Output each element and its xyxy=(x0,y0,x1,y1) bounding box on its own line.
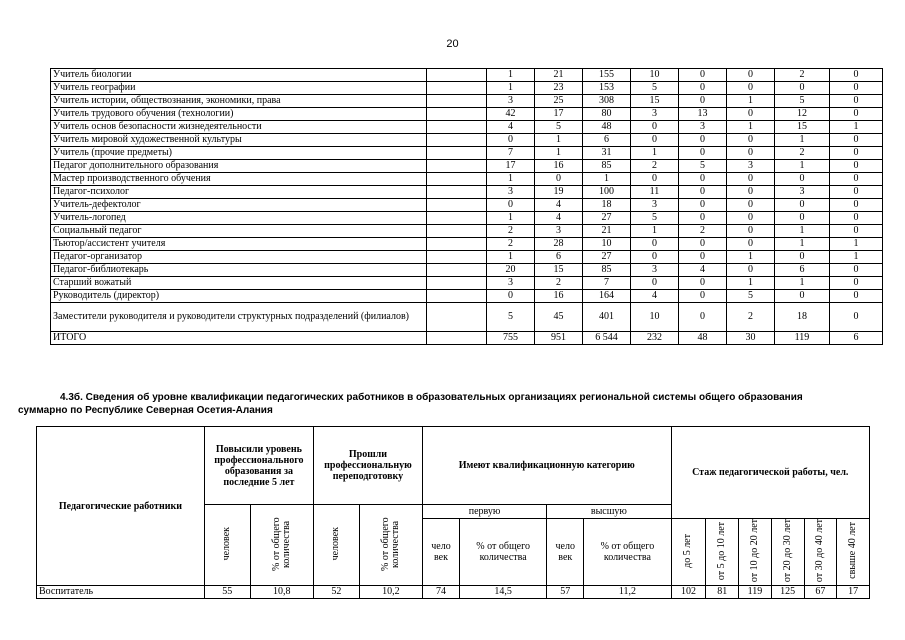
table-cell: 15 xyxy=(535,264,583,277)
table-row xyxy=(51,186,883,199)
table-cell: 16 xyxy=(535,290,583,303)
table-cell: 2 xyxy=(631,160,679,173)
table-cell: 164 xyxy=(583,290,631,303)
header-retrained-pct: % от общего количества xyxy=(359,505,422,586)
table-cell: 57 xyxy=(547,586,584,599)
table-cell: 1 xyxy=(631,147,679,160)
empty-cell xyxy=(427,121,487,134)
table-cell: 0 xyxy=(727,225,775,238)
table-cell: 0 xyxy=(727,173,775,186)
table-cell: 3 xyxy=(775,186,830,199)
table-cell: 3 xyxy=(631,108,679,121)
table-cell: 3 xyxy=(487,277,535,290)
table-cell: 102 xyxy=(671,586,706,599)
header-first-people: чело век xyxy=(422,519,459,586)
table-cell: 21 xyxy=(535,69,583,82)
row-label: Учитель биологии xyxy=(51,69,427,82)
table-cell: 2 xyxy=(487,225,535,238)
table-row xyxy=(51,108,883,121)
table-cell: 0 xyxy=(679,147,727,160)
header-first-pct: % от общего количества xyxy=(460,519,547,586)
table-row xyxy=(51,277,883,290)
table-cell: 0 xyxy=(487,290,535,303)
table-cell: 5 xyxy=(631,212,679,225)
table-cell: 0 xyxy=(679,199,727,212)
empty-cell xyxy=(427,225,487,238)
header-exp-30-40: от 30 до 40 лет xyxy=(804,519,837,586)
table-cell: 31 xyxy=(583,147,631,160)
table-cell: 0 xyxy=(727,69,775,82)
table-cell: 308 xyxy=(583,95,631,108)
table-row xyxy=(51,69,883,82)
table-row xyxy=(51,199,883,212)
table-cell: 10 xyxy=(631,303,679,332)
empty-cell xyxy=(427,95,487,108)
table-cell: 0 xyxy=(631,134,679,147)
empty-cell xyxy=(427,303,487,332)
table-cell: 0 xyxy=(679,290,727,303)
table-cell: 80 xyxy=(583,108,631,121)
table-cell: 55 xyxy=(204,586,250,599)
empty-cell xyxy=(427,238,487,251)
table-cell: 28 xyxy=(535,238,583,251)
table-cell: 4 xyxy=(679,264,727,277)
row-label: Педагог-библиотекарь xyxy=(51,264,427,277)
table-row xyxy=(51,303,883,332)
table-cell: 52 xyxy=(313,586,359,599)
table-cell: 6 xyxy=(535,251,583,264)
row-label: ИТОГО xyxy=(51,332,427,345)
empty-cell xyxy=(427,251,487,264)
table-cell: 45 xyxy=(535,303,583,332)
table-cell: 3 xyxy=(727,160,775,173)
empty-cell xyxy=(427,82,487,95)
table-cell: 16 xyxy=(535,160,583,173)
table-cell: 0 xyxy=(679,277,727,290)
table-cell: 401 xyxy=(583,303,631,332)
table-cell: 0 xyxy=(830,212,883,225)
row-label: Учитель географии xyxy=(51,82,427,95)
row-label: Заместители руководителя и руководители структурных подразделений (филиалов) xyxy=(51,303,427,332)
table-cell: 5 xyxy=(679,160,727,173)
table-cell: 5 xyxy=(487,303,535,332)
table-cell: 1 xyxy=(775,134,830,147)
table-cell: 0 xyxy=(679,251,727,264)
row-label: Руководитель (директор) xyxy=(51,290,427,303)
table-cell: 951 xyxy=(535,332,583,345)
table-cell: 0 xyxy=(727,82,775,95)
row-label: Учитель (прочие предметы) xyxy=(51,147,427,160)
table-row xyxy=(51,264,883,277)
table-cell: 6 xyxy=(775,264,830,277)
table-cell: 2 xyxy=(679,225,727,238)
header-highest-pct: % от общего количества xyxy=(584,519,671,586)
table-cell: 15 xyxy=(775,121,830,134)
table-row xyxy=(37,586,870,599)
table-row xyxy=(51,212,883,225)
table-cell: 21 xyxy=(583,225,631,238)
table-cell: 7 xyxy=(487,147,535,160)
table-cell: 1 xyxy=(535,147,583,160)
table-cell: 0 xyxy=(775,212,830,225)
table-cell: 0 xyxy=(679,238,727,251)
table-cell: 4 xyxy=(535,199,583,212)
table-cell: 0 xyxy=(830,134,883,147)
empty-cell xyxy=(427,173,487,186)
empty-cell xyxy=(427,277,487,290)
table-cell: 1 xyxy=(487,173,535,186)
table-cell: 0 xyxy=(679,173,727,186)
table-cell: 1 xyxy=(727,251,775,264)
table-cell: 1 xyxy=(487,212,535,225)
section-heading-line2: суммарно по Республике Северная Осетия-Алания xyxy=(18,405,273,416)
table-cell: 0 xyxy=(679,212,727,225)
empty-cell xyxy=(427,199,487,212)
table-cell: 6 xyxy=(583,134,631,147)
header-retrained-people: человек xyxy=(313,505,359,586)
table-cell: 1 xyxy=(631,225,679,238)
header-workers: Педагогические работники xyxy=(37,427,205,586)
row-label: Учитель истории, обществознания, экономики, права xyxy=(51,95,427,108)
table-cell: 13 xyxy=(679,108,727,121)
table-cell: 0 xyxy=(487,134,535,147)
table-cell: 0 xyxy=(679,95,727,108)
empty-cell xyxy=(427,69,487,82)
table-cell: 0 xyxy=(727,134,775,147)
table-cell: 0 xyxy=(830,277,883,290)
header-raised-level: Повысили уровень профессионального образования за последние 5 лет xyxy=(204,427,313,505)
row-label: Воспитатель xyxy=(37,586,205,599)
empty-cell xyxy=(427,186,487,199)
section-heading-line1: 4.3б. Сведения об уровне квалификации педагогических работников в образовательных организациях региональной системы общего образования xyxy=(60,392,803,403)
table-cell: 27 xyxy=(583,251,631,264)
table-cell: 10,2 xyxy=(359,586,422,599)
table-cell: 119 xyxy=(739,586,772,599)
table-row xyxy=(51,251,883,264)
table-cell: 0 xyxy=(727,108,775,121)
empty-cell xyxy=(427,134,487,147)
table-cell: 0 xyxy=(679,69,727,82)
header-raised-people: человек xyxy=(204,505,250,586)
header-exp-5-10: от 5 до 10 лет xyxy=(706,519,739,586)
table-cell: 42 xyxy=(487,108,535,121)
table-cell: 5 xyxy=(631,82,679,95)
empty-cell xyxy=(427,264,487,277)
empty-cell xyxy=(427,108,487,121)
table-cell: 48 xyxy=(583,121,631,134)
table-cell: 0 xyxy=(679,82,727,95)
table-cell: 6 544 xyxy=(583,332,631,345)
table-cell: 1 xyxy=(830,238,883,251)
table-cell: 0 xyxy=(830,225,883,238)
table-row xyxy=(51,238,883,251)
table-cell: 15 xyxy=(631,95,679,108)
table-cell: 17 xyxy=(487,160,535,173)
table-row xyxy=(51,160,883,173)
table-cell: 18 xyxy=(775,303,830,332)
table-cell: 0 xyxy=(727,199,775,212)
table-cell: 6 xyxy=(830,332,883,345)
table-cell: 153 xyxy=(583,82,631,95)
table-cell: 85 xyxy=(583,160,631,173)
header-retrained: Прошли профессиональную переподготовку xyxy=(313,427,422,505)
table-cell: 18 xyxy=(583,199,631,212)
row-label: Учитель трудового обучения (технологии) xyxy=(51,108,427,121)
table-row xyxy=(51,173,883,186)
header-exp-over40: свыше 40 лет xyxy=(837,519,870,586)
table-cell: 755 xyxy=(487,332,535,345)
table-cell: 1 xyxy=(775,277,830,290)
table-cell: 20 xyxy=(487,264,535,277)
header-highest-people: чело век xyxy=(547,519,584,586)
table-cell: 1 xyxy=(535,134,583,147)
table-cell: 0 xyxy=(830,264,883,277)
section-heading xyxy=(18,391,878,417)
empty-cell xyxy=(427,212,487,225)
table-cell: 7 xyxy=(583,277,631,290)
table-cell: 1 xyxy=(775,160,830,173)
table-cell: 0 xyxy=(679,134,727,147)
table-cell: 3 xyxy=(631,264,679,277)
table-cell: 2 xyxy=(775,69,830,82)
table-cell: 0 xyxy=(830,303,883,332)
table-staff-by-position xyxy=(50,68,883,345)
table-row xyxy=(51,134,883,147)
table-cell: 0 xyxy=(830,69,883,82)
header-first: первую xyxy=(422,505,546,519)
table-row xyxy=(51,290,883,303)
table-cell: 3 xyxy=(679,121,727,134)
header-exp-upto5: до 5 лет xyxy=(671,519,706,586)
table-cell: 5 xyxy=(535,121,583,134)
table-cell: 0 xyxy=(487,199,535,212)
table-cell: 4 xyxy=(487,121,535,134)
table-cell: 19 xyxy=(535,186,583,199)
table-cell: 1 xyxy=(583,173,631,186)
table-cell: 1 xyxy=(775,238,830,251)
table-cell: 1 xyxy=(487,251,535,264)
table-cell: 4 xyxy=(535,212,583,225)
table-cell: 1 xyxy=(727,121,775,134)
table-cell: 10 xyxy=(583,238,631,251)
table-cell: 1 xyxy=(727,95,775,108)
table-cell: 23 xyxy=(535,82,583,95)
table-cell: 0 xyxy=(775,199,830,212)
table-cell: 14,5 xyxy=(460,586,547,599)
table-cell: 155 xyxy=(583,69,631,82)
empty-cell xyxy=(427,160,487,173)
table-cell: 85 xyxy=(583,264,631,277)
table-cell: 17 xyxy=(535,108,583,121)
table-row xyxy=(51,82,883,95)
row-label: Социальный педагог xyxy=(51,225,427,238)
table-cell: 30 xyxy=(727,332,775,345)
table-row xyxy=(51,147,883,160)
empty-cell xyxy=(427,147,487,160)
table-row xyxy=(51,225,883,238)
table-cell: 232 xyxy=(631,332,679,345)
header-experience: Стаж педагогической работы, чел. xyxy=(671,427,869,519)
row-label: Учитель-логопед xyxy=(51,212,427,225)
table-cell: 2 xyxy=(775,147,830,160)
table-cell: 100 xyxy=(583,186,631,199)
table-cell: 67 xyxy=(804,586,837,599)
header-exp-10-20: от 10 до 20 лет xyxy=(739,519,772,586)
table-cell: 0 xyxy=(775,290,830,303)
table-cell: 0 xyxy=(631,121,679,134)
row-label: Учитель мировой художественной культуры xyxy=(51,134,427,147)
table-cell: 0 xyxy=(830,173,883,186)
table-cell: 0 xyxy=(679,303,727,332)
page-number: 20 xyxy=(446,38,459,50)
row-label: Мастер производственного обучения xyxy=(51,173,427,186)
table-cell: 2 xyxy=(727,303,775,332)
header-category: Имеют квалификационную категорию xyxy=(422,427,671,505)
table-cell: 48 xyxy=(679,332,727,345)
table-cell: 0 xyxy=(727,212,775,225)
table-cell: 0 xyxy=(830,290,883,303)
table-cell: 10 xyxy=(631,69,679,82)
table-cell: 1 xyxy=(830,121,883,134)
table-qualification-level xyxy=(36,426,870,599)
row-label: Учитель-дефектолог xyxy=(51,199,427,212)
table-cell: 4 xyxy=(631,290,679,303)
table-cell: 2 xyxy=(487,238,535,251)
table-cell: 0 xyxy=(775,251,830,264)
table-cell: 3 xyxy=(487,95,535,108)
table-cell: 0 xyxy=(830,199,883,212)
table-cell: 3 xyxy=(535,225,583,238)
header-highest: высшую xyxy=(547,505,671,519)
table-cell: 125 xyxy=(771,586,804,599)
table-cell: 0 xyxy=(830,160,883,173)
table-cell: 0 xyxy=(830,147,883,160)
table-cell: 25 xyxy=(535,95,583,108)
row-label: Педагог дополнительного образования xyxy=(51,160,427,173)
empty-cell xyxy=(427,290,487,303)
table-cell: 1 xyxy=(487,82,535,95)
table-cell: 81 xyxy=(706,586,739,599)
table-cell: 1 xyxy=(775,225,830,238)
table-cell: 0 xyxy=(679,186,727,199)
table-cell: 5 xyxy=(775,95,830,108)
table-cell: 1 xyxy=(727,277,775,290)
table-cell: 0 xyxy=(535,173,583,186)
table-cell: 1 xyxy=(830,251,883,264)
table-cell: 3 xyxy=(631,199,679,212)
table-cell: 0 xyxy=(830,95,883,108)
row-label: Старший вожатый xyxy=(51,277,427,290)
table-row xyxy=(51,332,883,345)
table-cell: 10,8 xyxy=(250,586,313,599)
table-cell: 12 xyxy=(775,108,830,121)
table-cell: 119 xyxy=(775,332,830,345)
table-cell: 0 xyxy=(830,186,883,199)
table-cell: 0 xyxy=(631,238,679,251)
row-label: Педагог-психолог xyxy=(51,186,427,199)
table-cell: 11,2 xyxy=(584,586,671,599)
table-cell: 2 xyxy=(535,277,583,290)
table-cell: 5 xyxy=(727,290,775,303)
table-cell: 74 xyxy=(422,586,459,599)
table-cell: 0 xyxy=(727,186,775,199)
table-row xyxy=(51,95,883,108)
table-cell: 0 xyxy=(775,82,830,95)
table-cell: 0 xyxy=(775,173,830,186)
table-cell: 0 xyxy=(727,147,775,160)
table-cell: 3 xyxy=(487,186,535,199)
table-cell: 0 xyxy=(631,251,679,264)
table-cell: 0 xyxy=(830,82,883,95)
row-label: Педагог-организатор xyxy=(51,251,427,264)
table-cell: 11 xyxy=(631,186,679,199)
header-raised-pct: % от общего количества xyxy=(250,505,313,586)
row-label: Учитель основ безопасности жизнедеятельности xyxy=(51,121,427,134)
table-cell: 0 xyxy=(727,238,775,251)
table-cell: 0 xyxy=(727,264,775,277)
table-cell: 0 xyxy=(631,173,679,186)
table-cell: 1 xyxy=(487,69,535,82)
table-row xyxy=(51,121,883,134)
table-cell: 0 xyxy=(830,108,883,121)
table-cell: 27 xyxy=(583,212,631,225)
table-cell: 0 xyxy=(631,277,679,290)
header-exp-20-30: от 20 до 30 лет xyxy=(771,519,804,586)
row-label: Тьютор/ассистент учителя xyxy=(51,238,427,251)
table-cell: 17 xyxy=(837,586,870,599)
empty-cell xyxy=(427,332,487,345)
